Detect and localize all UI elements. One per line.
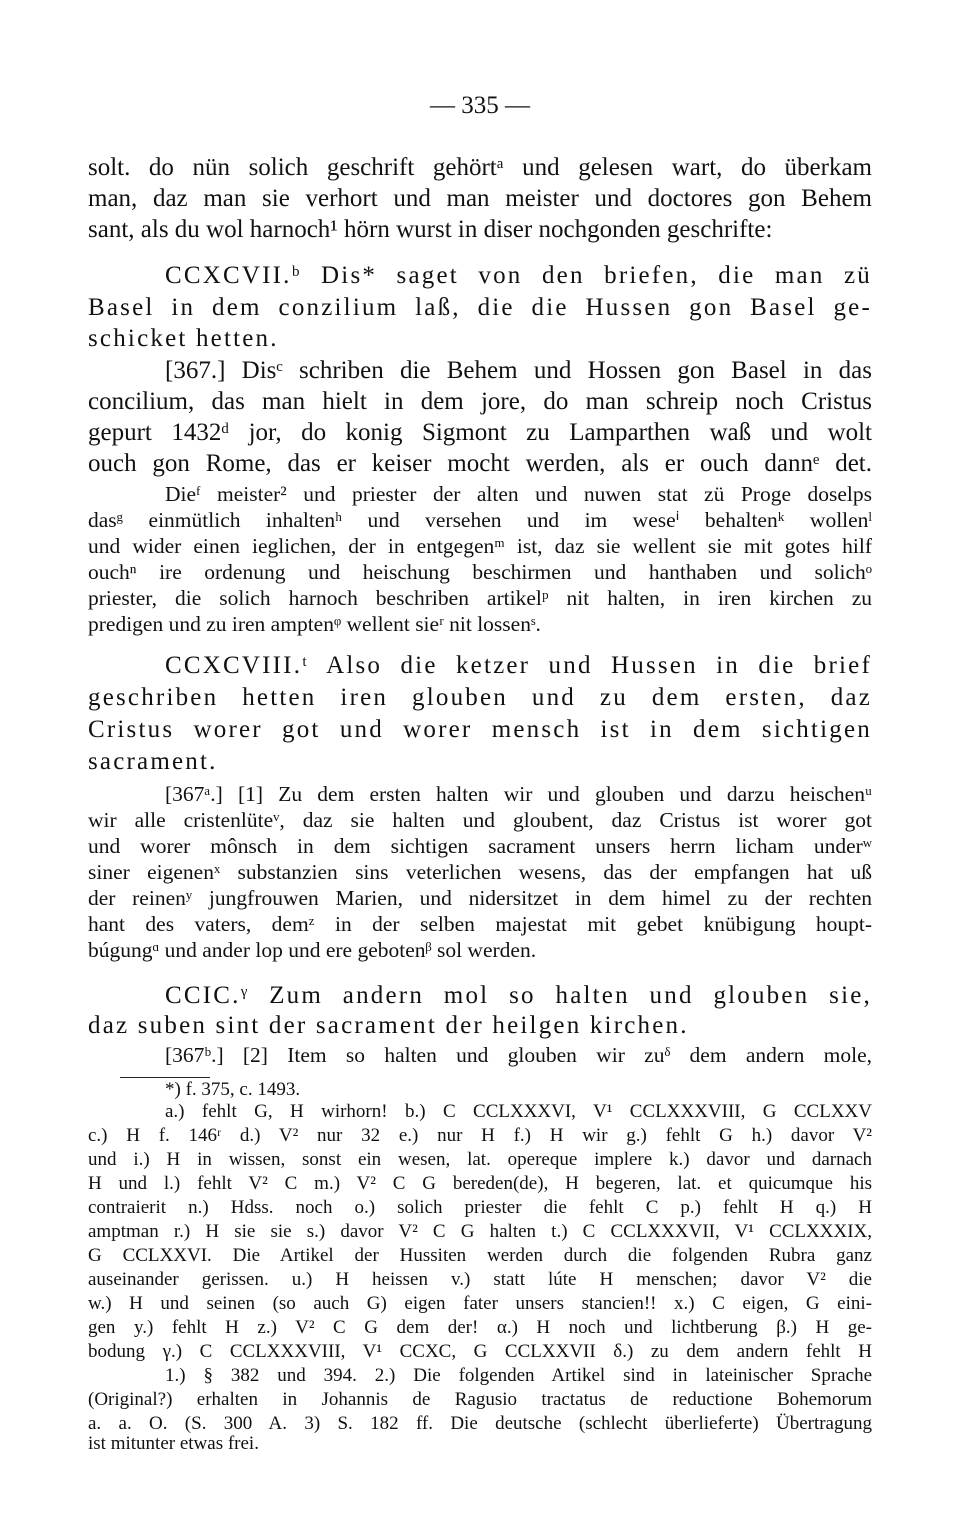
text-line: [367ᵇ.] [2] Item so halten und glouben wir zuᵟ dem andern mole, bbox=[165, 1043, 872, 1067]
footnote-line: *) f. 375, c. 1493. bbox=[165, 1079, 301, 1100]
footnote-line: ist mitunter etwas frei. bbox=[88, 1433, 259, 1454]
footnote-line: contraierit n.) Hdss. noch o.) solich priester die fehlt C p.) fehlt H q.) H bbox=[88, 1197, 872, 1218]
page-number: — 335 — bbox=[430, 92, 530, 119]
footnote-line: amptman r.) H sie sie s.) davor V² C G halten t.) C CCLXXXVII, V¹ CCLXXXIX, bbox=[88, 1221, 872, 1242]
text-line: siner eigenenˣ substanzien sins veterlichen wesens, das der empfangen hat uß bbox=[88, 860, 872, 884]
text-line: schicket hetten. bbox=[88, 325, 279, 352]
footnote-line: H und l.) fehlt V² C m.) V² C G bereden(de), H begeren, lat. et quicumque his bbox=[88, 1173, 872, 1194]
footnote-line: (Original?) erhalten in Johannis de Ragusio tractatus de reductione Bohemorum bbox=[88, 1389, 872, 1410]
text-line: und wider einen ieglichen, der in entgegenᵐ ist, daz sie wellent sie mit gotes hilf bbox=[88, 534, 872, 558]
text-line: der reinenʸ jungfrouwen Marien, und nidersitzet in dem himel zu der rechten bbox=[88, 886, 872, 910]
text-line: Dieᶠ meister² und priester der alten und nuwen stat zü Proge doselps bbox=[165, 482, 872, 506]
text-line: Cristus worer got und worer mensch ist in dem sichtigen bbox=[88, 716, 872, 743]
footnote-line: c.) H f. 146ʳ d.) V² nur 32 e.) nur H f.) H wir g.) fehlt G h.) davor V² bbox=[88, 1125, 872, 1146]
text-line: priester, die solich harnoch beschriben artikelᵖ nit halten, in iren kirchen zu bbox=[88, 586, 872, 610]
footnote-line: a.) fehlt G, H wirhorn! b.) C CCLXXXVI, V¹ CCLXXXVIII, G CCLXXV bbox=[165, 1101, 872, 1122]
footnote-line: w.) H und seinen (so auch G) eigen fater unsers stancien!! x.) C eigen, G eini- bbox=[88, 1293, 872, 1314]
text-line: sant, als du wol harnoch¹ hörn wurst in diser nochgonden geschrifte: bbox=[88, 216, 773, 243]
footnote-line: gen y.) fehlt H z.) V² C G dem der! α.) H noch und lichtberung β.) H ge- bbox=[88, 1317, 872, 1338]
text-line: geschriben hetten iren glouben und zu dem ersten, daz bbox=[88, 684, 872, 711]
text-line: solt. do nün solich geschrift gehörtᵃ und gelesen wart, do überkam bbox=[88, 154, 872, 181]
text-line: wir alle cristenlüteᵛ, daz sie halten und gloubent, daz Cristus ist worer got bbox=[88, 808, 872, 832]
text-line: gepurt 1432ᵈ jor, do konig Sigmont zu Lamparthen waß und wolt bbox=[88, 419, 872, 446]
text-line: búgungᵅ und ander lop und ere gebotenᵝ sol werden. bbox=[88, 938, 537, 962]
text-line: ouch gon Rome, das er keiser mocht werden, als er ouch dannᵉ det. bbox=[88, 450, 872, 477]
text-line: [367.] Disᶜ schriben die Behem und Hossen gon Basel in das bbox=[165, 357, 872, 384]
text-line: sacrament. bbox=[88, 748, 218, 775]
footnote-line: und i.) H in wissen, sonst ein wesen, lat. opereque implere k.) davor und darnach bbox=[88, 1149, 872, 1170]
footnote-line: 1.) § 382 und 394. 2.) Die folgenden Artikel sind in lateinischer Sprache bbox=[165, 1365, 872, 1386]
text-line: daz suben sint der sacrament der heilgen kirchen. bbox=[88, 1012, 689, 1039]
text-line: predigen und zu iren amptenᵠ wellent sieʳ nit lossenˢ. bbox=[88, 612, 541, 636]
text-line: man, daz man sie verhort und man meister und doctores gon Behem bbox=[88, 185, 872, 212]
footnote-line: a. a. O. (S. 300 A. 3) S. 182 ff. Die deutsche (schlecht überlieferte) Übertragung bbox=[88, 1413, 872, 1434]
footnote-line: auseinander gerissen. u.) H heissen v.) statt lúte H menschen; davor V² die bbox=[88, 1269, 872, 1290]
text-line: dasᵍ einmütlich inhaltenʰ und versehen und im weseⁱ behaltenᵏ wollenˡ bbox=[88, 508, 872, 532]
text-line: CCXCVII.ᵇ Dis* saget von den briefen, die man zü bbox=[165, 262, 872, 289]
text-line: CCXCVIII.ᵗ Also die ketzer und Hussen in die brief bbox=[165, 652, 872, 679]
footnote-line: G CCLXXVI. Die Artikel der Hussiten werden durch die folgenden Rubra ganz bbox=[88, 1245, 872, 1266]
text-line: ouchⁿ ire ordenung und heischung beschirmen und hanthaben und solichᵒ bbox=[88, 560, 872, 584]
text-line: CCIC.ᵞ Zum andern mol so halten und glouben sie, bbox=[165, 982, 872, 1009]
text-line: [367ᵃ.] [1] Zu dem ersten halten wir und glouben und darzu heischenᵘ bbox=[165, 782, 872, 806]
text-line: und worer mônsch in dem sichtigen sacrament unsers herrn licham underʷ bbox=[88, 834, 872, 858]
text-line: concilium, das man hielt in dem jore, do man schreip noch Cristus bbox=[88, 388, 872, 415]
text-line: Basel in dem conzilium laß, die die Hussen gon Basel ge- bbox=[88, 294, 872, 321]
text-line: hant des vaters, demᶻ in der selben majestat mit gebet knübigung houpt- bbox=[88, 912, 872, 936]
footnote-line: bodung γ.) C CCLXXXVIII, V¹ CCXC, G CCLXXVII δ.) zu dem andern fehlt H bbox=[88, 1341, 872, 1362]
